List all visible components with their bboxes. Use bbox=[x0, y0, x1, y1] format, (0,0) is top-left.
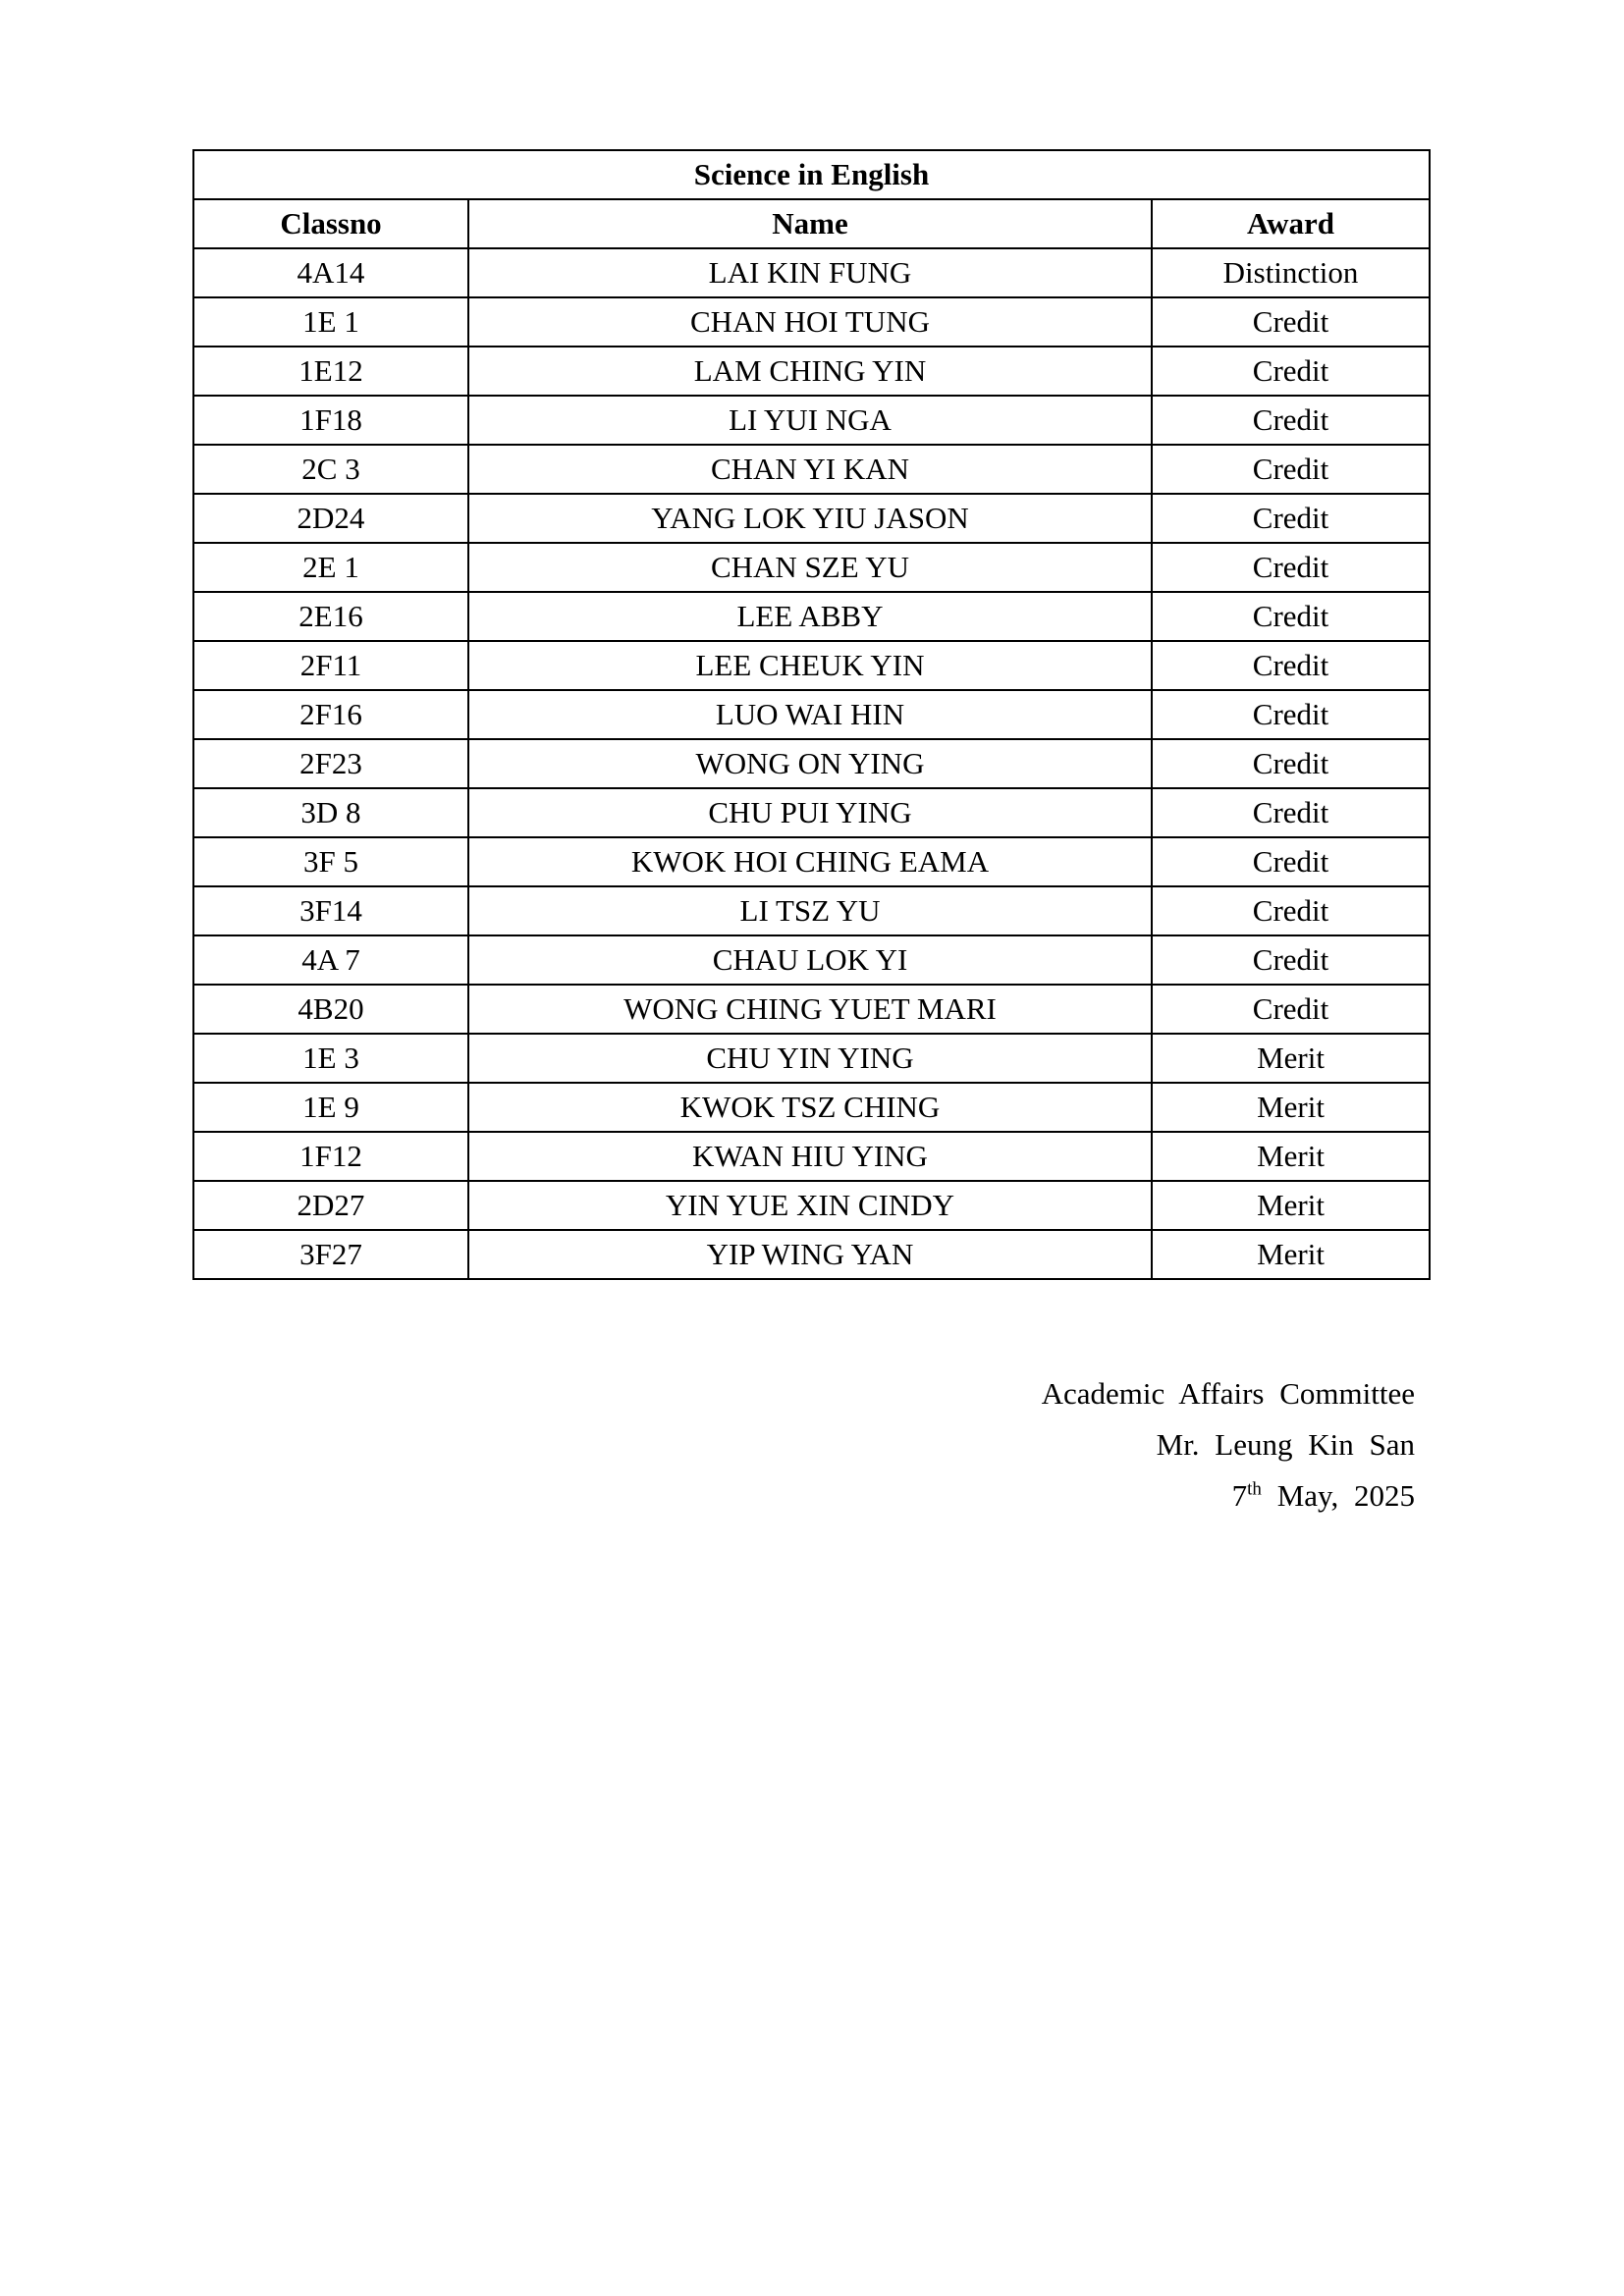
cell-award: Credit bbox=[1152, 739, 1430, 788]
table-title-row bbox=[193, 150, 1430, 199]
cell-classno: 1F12 bbox=[193, 1132, 468, 1181]
cell-classno: 2D24 bbox=[193, 494, 468, 543]
signatory-name: Mr. Leung Kin San bbox=[1156, 1427, 1415, 1462]
date-suffix: th bbox=[1247, 1478, 1262, 1500]
cell-award: Credit bbox=[1152, 543, 1430, 592]
column-header-classno: Classno bbox=[193, 199, 468, 248]
table-row bbox=[193, 690, 1430, 739]
cell-classno: 2D27 bbox=[193, 1181, 468, 1230]
cell-classno: 2E16 bbox=[193, 592, 468, 641]
cell-name: WONG ON YING bbox=[468, 739, 1152, 788]
cell-award: Credit bbox=[1152, 445, 1430, 494]
table-row bbox=[193, 837, 1430, 886]
cell-classno: 1E 9 bbox=[193, 1083, 468, 1132]
cell-classno: 4A 7 bbox=[193, 935, 468, 985]
cell-name: CHAN YI KAN bbox=[468, 445, 1152, 494]
cell-classno: 1F18 bbox=[193, 396, 468, 445]
cell-award: Credit bbox=[1152, 985, 1430, 1034]
cell-award: Merit bbox=[1152, 1034, 1430, 1083]
table-header-row bbox=[193, 199, 1430, 248]
cell-name: WONG CHING YUET MARI bbox=[468, 985, 1152, 1034]
cell-name: CHU YIN YING bbox=[468, 1034, 1152, 1083]
column-header-award: Award bbox=[1152, 199, 1430, 248]
committee-name: Academic Affairs Committee bbox=[1041, 1376, 1415, 1411]
cell-name: CHAN SZE YU bbox=[468, 543, 1152, 592]
cell-award: Distinction bbox=[1152, 248, 1430, 297]
cell-name: CHU PUI YING bbox=[468, 788, 1152, 837]
table-row bbox=[193, 347, 1430, 396]
cell-name: CHAN HOI TUNG bbox=[468, 297, 1152, 347]
date-day: 7 bbox=[1231, 1478, 1248, 1513]
issue-date bbox=[1042, 1470, 1415, 1522]
table-row bbox=[193, 396, 1430, 445]
table-row bbox=[193, 297, 1430, 347]
cell-classno: 1E 1 bbox=[193, 297, 468, 347]
table-row bbox=[193, 1181, 1430, 1230]
cell-name: CHAU LOK YI bbox=[468, 935, 1152, 985]
cell-award: Merit bbox=[1152, 1132, 1430, 1181]
cell-name: KWOK HOI CHING EAMA bbox=[468, 837, 1152, 886]
cell-classno: 2F11 bbox=[193, 641, 468, 690]
cell-classno: 2F16 bbox=[193, 690, 468, 739]
cell-name: LI TSZ YU bbox=[468, 886, 1152, 935]
table-row bbox=[193, 1034, 1430, 1083]
cell-award: Credit bbox=[1152, 837, 1430, 886]
cell-classno: 3F27 bbox=[193, 1230, 468, 1279]
cell-name: LEE ABBY bbox=[468, 592, 1152, 641]
table-row bbox=[193, 592, 1430, 641]
cell-award: Credit bbox=[1152, 641, 1430, 690]
cell-award: Credit bbox=[1152, 592, 1430, 641]
table-row bbox=[193, 543, 1430, 592]
cell-classno: 4A14 bbox=[193, 248, 468, 297]
cell-name: LAM CHING YIN bbox=[468, 347, 1152, 396]
table-row bbox=[193, 445, 1430, 494]
table-body bbox=[193, 248, 1430, 1279]
cell-name: YIP WING YAN bbox=[468, 1230, 1152, 1279]
cell-award: Credit bbox=[1152, 788, 1430, 837]
table-row bbox=[193, 1132, 1430, 1181]
cell-award: Credit bbox=[1152, 935, 1430, 985]
cell-award: Credit bbox=[1152, 396, 1430, 445]
cell-name: YIN YUE XIN CINDY bbox=[468, 1181, 1152, 1230]
table-row bbox=[193, 1083, 1430, 1132]
table-row bbox=[193, 935, 1430, 985]
signature-block bbox=[1042, 1368, 1415, 1522]
table-row bbox=[193, 739, 1430, 788]
table-row bbox=[193, 1230, 1430, 1279]
cell-name: KWAN HIU YING bbox=[468, 1132, 1152, 1181]
cell-classno: 1E 3 bbox=[193, 1034, 468, 1083]
cell-award: Credit bbox=[1152, 886, 1430, 935]
cell-name: YANG LOK YIU JASON bbox=[468, 494, 1152, 543]
date-month-year: May, 2025 bbox=[1261, 1478, 1415, 1513]
table-row bbox=[193, 248, 1430, 297]
cell-classno: 3D 8 bbox=[193, 788, 468, 837]
cell-award: Merit bbox=[1152, 1083, 1430, 1132]
table-row bbox=[193, 788, 1430, 837]
cell-award: Merit bbox=[1152, 1181, 1430, 1230]
column-header-name: Name bbox=[468, 199, 1152, 248]
cell-classno: 1E12 bbox=[193, 347, 468, 396]
cell-name: LI YUI NGA bbox=[468, 396, 1152, 445]
cell-classno: 4B20 bbox=[193, 985, 468, 1034]
table-row bbox=[193, 886, 1430, 935]
cell-classno: 2E 1 bbox=[193, 543, 468, 592]
cell-award: Credit bbox=[1152, 494, 1430, 543]
cell-classno: 2C 3 bbox=[193, 445, 468, 494]
cell-classno: 3F14 bbox=[193, 886, 468, 935]
awards-table bbox=[192, 149, 1431, 1280]
table-row bbox=[193, 985, 1430, 1034]
cell-award: Credit bbox=[1152, 690, 1430, 739]
cell-classno: 3F 5 bbox=[193, 837, 468, 886]
cell-name: LAI KIN FUNG bbox=[468, 248, 1152, 297]
cell-name: LEE CHEUK YIN bbox=[468, 641, 1152, 690]
table-row bbox=[193, 641, 1430, 690]
cell-name: KWOK TSZ CHING bbox=[468, 1083, 1152, 1132]
cell-award: Merit bbox=[1152, 1230, 1430, 1279]
cell-name: LUO WAI HIN bbox=[468, 690, 1152, 739]
table-title: Science in English bbox=[193, 150, 1430, 199]
cell-classno: 2F23 bbox=[193, 739, 468, 788]
table-row bbox=[193, 494, 1430, 543]
cell-award: Credit bbox=[1152, 297, 1430, 347]
cell-award: Credit bbox=[1152, 347, 1430, 396]
